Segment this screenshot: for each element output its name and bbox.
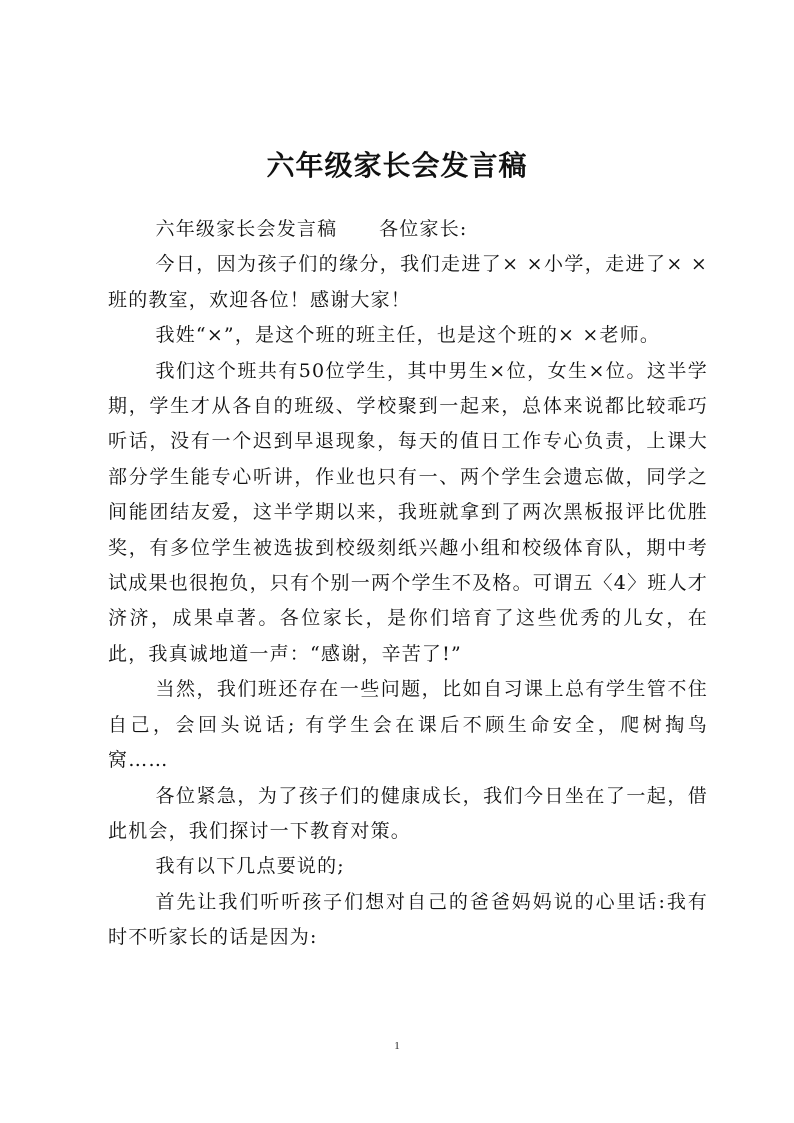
document-title: 六年级家长会发言稿 bbox=[266, 149, 528, 182]
paragraph-points: 我有以下几点要说的; bbox=[155, 855, 345, 878]
document-body bbox=[108, 212, 708, 956]
paragraph-class-overview: 我们这个班共有50位学生，其中男生×位，女生×位。这半学期，学生才从各自的班级、学校聚到一起来，总体来说都比较乖巧听话，没有一个迟到早退现象，每天的值日工作专心负责，上课大部分学生能专心听讲，作业也只有一、两个学生会遗忘做，同学之间能团结友爱，这半学期以来，我班就拿到了两次黑板报评比优胜奖，有多位学生被选拔到校级刻纸兴趣小组和校级体育队，期中考试成果也很抱负，只有个别一两个学生不及格。可谓五〈4〉班人才济济，成果卓著。各位家长，是你们培育了这些优秀的儿女，在此，我真诚地道一声：“感谢，辛苦了!” bbox=[108, 359, 708, 665]
paragraph-introduction: 我姓“×”，是这个班的班主任，也是这个班的× ×老师。 bbox=[155, 324, 661, 347]
intro-doc-name: 六年级家长会发言稿 bbox=[155, 218, 338, 240]
intro-salutation: 各位家长: bbox=[379, 218, 468, 240]
paragraph-welcome: 今日，因为孩子们的缘分，我们走进了× ×小学，走进了× ×班的教室，欢迎各位！感谢大家！ bbox=[108, 253, 708, 311]
paragraph-problems: 当然，我们班还存在一些问题，比如自习课上总有学生管不住自己，会回头说话; 有学生会在课后不顾生命安全，爬树掏鸟窝…… bbox=[108, 678, 708, 772]
page-number: 1 bbox=[394, 1040, 400, 1052]
paragraph-children-words: 首先让我们听听孩子们想对自己的爸爸妈妈说的心里话:我有时不听家长的话是因为: bbox=[108, 890, 708, 949]
paragraph-purpose: 各位紧急，为了孩子们的健康成长，我们今日坐在了一起，借此机会，我们探讨一下教育对策。 bbox=[108, 784, 708, 842]
intro-paragraph bbox=[108, 212, 708, 247]
